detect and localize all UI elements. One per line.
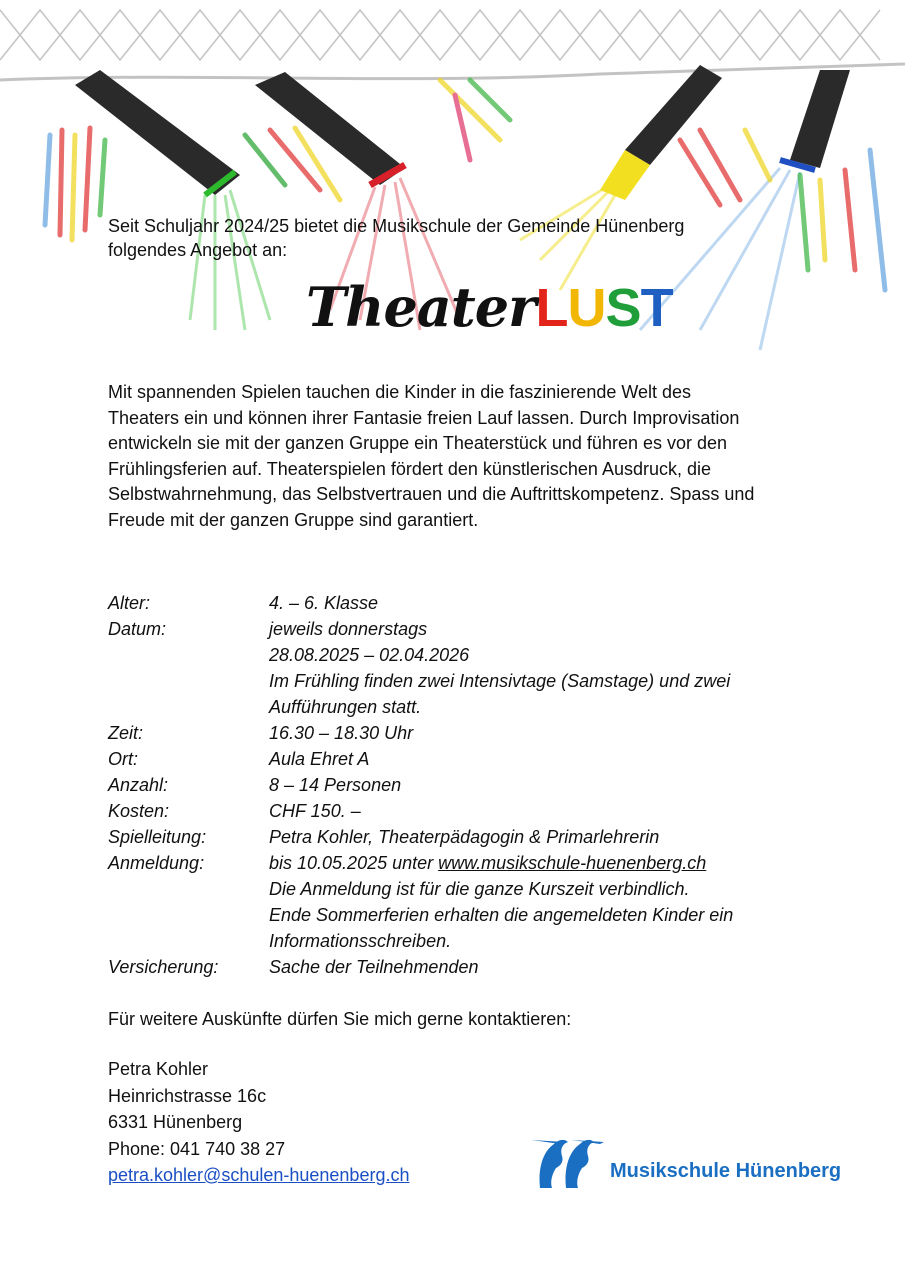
detail-value: CHF 150. – bbox=[269, 801, 361, 821]
musikschule-logo bbox=[530, 1130, 860, 1192]
detail-value: 4. – 6. Klasse bbox=[269, 593, 379, 613]
logo-text: Musikschule Hünenberg bbox=[610, 1160, 842, 1182]
detail-row-age bbox=[108, 590, 808, 616]
registration-deadline bbox=[269, 850, 808, 876]
contact-street: Heinrichstrasse 16c bbox=[108, 1085, 267, 1106]
detail-value: Informationsschreiben. bbox=[269, 931, 452, 951]
detail-value: 8 – 14 Personen bbox=[269, 775, 402, 795]
lust-letter: S bbox=[605, 278, 641, 338]
contact-phone: Phone: 041 740 38 27 bbox=[108, 1138, 286, 1159]
detail-row-cost bbox=[108, 798, 808, 824]
detail-label: Anmeldung: bbox=[108, 853, 205, 873]
detail-value: 28.08.2025 – 02.04.2026 bbox=[269, 645, 470, 665]
description-line: Freude mit der ganzen Gruppe sind garantiert. bbox=[108, 509, 479, 530]
detail-value: Im Frühling finden zwei Intensivtage (Samstage) und zwei bbox=[269, 671, 731, 691]
contact-name: Petra Kohler bbox=[108, 1059, 209, 1079]
detail-value: jeweils donnerstags bbox=[269, 619, 428, 639]
horse-logo-icon bbox=[530, 1130, 610, 1192]
detail-label: Datum: bbox=[108, 619, 167, 639]
detail-label: Kosten: bbox=[108, 801, 170, 821]
detail-label: Spielleitung: bbox=[108, 827, 207, 847]
detail-row-instructor bbox=[108, 824, 808, 850]
description-line: Theaters ein und können ihrer Fantasie freien Lauf lassen. Durch Improvisation bbox=[108, 407, 740, 428]
detail-label: Zeit: bbox=[108, 723, 144, 743]
contact-email-link[interactable]: petra.kohler@schulen-huenenberg.ch bbox=[108, 1165, 410, 1185]
brand-theater: Theater bbox=[306, 275, 536, 339]
lust-letter: T bbox=[640, 278, 673, 338]
detail-value: Die Anmeldung ist für die ganze Kurszeit verbindlich. bbox=[269, 879, 690, 899]
detail-label: Versicherung: bbox=[108, 957, 219, 977]
description-paragraph bbox=[108, 380, 833, 534]
description-line: Frühlingsferien auf. Theaterspielen fördert den künstlerischen Ausdruck, die bbox=[108, 458, 712, 479]
description-line: Mit spannenden Spielen tauchen die Kinder in die faszinierende Welt des bbox=[108, 382, 692, 402]
detail-value: Petra Kohler, Theaterpädagogin & Primarlehrerin bbox=[269, 827, 660, 847]
detail-value: 16.30 – 18.30 Uhr bbox=[269, 723, 414, 743]
brand-lust bbox=[536, 275, 673, 339]
detail-row-location bbox=[108, 746, 808, 772]
detail-label: Alter: bbox=[108, 593, 151, 613]
detail-label: Anzahl: bbox=[108, 775, 169, 795]
intro-text bbox=[108, 214, 788, 262]
contact-city: 6331 Hünenberg bbox=[108, 1112, 243, 1132]
intro-line: Seit Schuljahr 2024/25 bietet die Musikschule der Gemeinde Hünenberg bbox=[108, 216, 685, 236]
lust-letter: L bbox=[535, 278, 568, 338]
detail-value: Aula Ehret A bbox=[269, 749, 370, 769]
detail-value: Ende Sommerferien erhalten die angemeldeten Kinder ein bbox=[269, 905, 734, 925]
detail-row-registration bbox=[108, 850, 808, 954]
detail-row-time bbox=[108, 720, 808, 746]
lust-letter: U bbox=[567, 278, 606, 338]
detail-label: Ort: bbox=[108, 749, 138, 769]
registration-link[interactable]: www.musikschule-huenenberg.ch bbox=[438, 853, 707, 873]
contact-address bbox=[108, 1056, 409, 1189]
description-line: entwickeln sie mit der ganzen Gruppe ein Theaterstück und führen es vor den bbox=[108, 433, 728, 454]
theaterlust-title bbox=[306, 270, 673, 345]
detail-value: Sache der Teilnehmenden bbox=[269, 957, 479, 977]
course-details bbox=[108, 590, 808, 980]
detail-row-insurance bbox=[108, 954, 808, 980]
contact-prompt: Für weitere Auskünfte dürfen Sie mich gerne kontaktieren: bbox=[108, 1009, 572, 1029]
detail-row-count bbox=[108, 772, 808, 798]
registration-prefix: bis 10.05.2025 unter bbox=[269, 853, 439, 873]
stage-light-1 bbox=[75, 70, 270, 330]
detail-row-date bbox=[108, 616, 808, 720]
intro-line: folgendes Angebot an: bbox=[108, 240, 288, 260]
detail-value: Aufführungen statt. bbox=[269, 697, 422, 717]
description-line: Selbstwahrnehmung, das Selbstvertrauen und die Auftrittskompetenz. Spass und bbox=[108, 484, 755, 505]
